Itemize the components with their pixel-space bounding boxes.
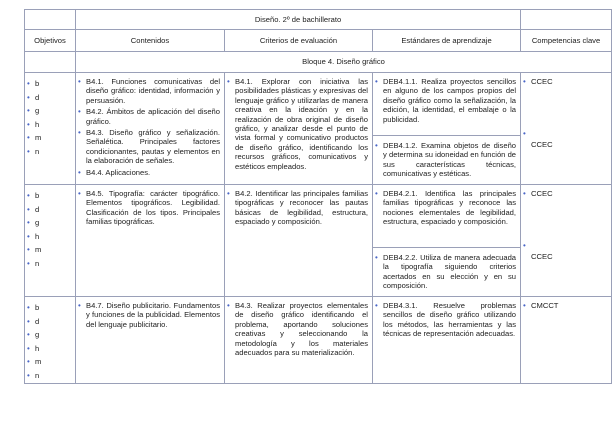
objetivo-item: • n (25, 369, 75, 383)
contenido-item: • B4.5. Tipografía: carácter tipográfico. Elementos tipográficos. Legibilidad. Clasificación de los tipos. Principales familias tipográficas. (76, 189, 224, 227)
objetivo-item: • d (25, 91, 75, 105)
header-estandares: Estándares de aprendizaje (373, 30, 521, 52)
criterio-item: • B4.1. Explorar con iniciativa las posibilidades plásticas y expresivas del lenguaje gráfico y utilizarlas de manera creativa en la ideación y en la realización de obra original de diseño gráfico, y analizar desde el punto de vista formal y comunicativo productos de diseño gráfico, identificando los recursos gráficos, comunicativos y estéticos empleados. (225, 77, 372, 171)
competencia-item: • CCEC (521, 129, 611, 149)
curriculum-table (24, 9, 612, 384)
competencias-cell (521, 185, 612, 297)
contenido-item: • B4.1. Funciones comunicativas del diseño gráfico: identidad, información y persuasión. (76, 77, 224, 105)
objetivo-item: • m (25, 355, 75, 369)
header-objetivos: Objetivos (25, 30, 76, 52)
objetivo-item: • d (25, 315, 75, 329)
table-row (25, 185, 612, 297)
objetivo-item: • d (25, 203, 75, 217)
criterios-cell (225, 297, 373, 384)
objetivo-item: • h (25, 230, 75, 244)
competencias-cell (521, 73, 612, 185)
contenido-item: • B4.4. Aplicaciones. (76, 168, 224, 177)
objetivo-item: • g (25, 216, 75, 230)
estandar-item: • DEB4.1.2. Examina objetos de diseño y determina su idoneidad en función de sus características técnicas, comunicativas y estéticas. (373, 141, 520, 179)
objetivos-cell (25, 297, 76, 384)
contenido-item: • B4.3. Diseño gráfico y señalización. Señalética. Principales factores condicionantes, pautas y elementos en la elaboración de señales. (76, 128, 224, 166)
contenidos-cell (76, 185, 225, 297)
competencia-item: • CCEC (521, 77, 611, 129)
competencia-item: • CMCCT (521, 301, 611, 310)
criterio-item: • B4.2. Identificar las principales familias tipográficas y reconocer las pautas básicas de legibilidad, estructura, espaciado y composición. (225, 189, 372, 227)
contenido-item: • B4.2. Ámbitos de aplicación del diseño gráfico. (76, 107, 224, 126)
objetivos-cell (25, 73, 76, 185)
objetivo-item: • h (25, 118, 75, 132)
contenido-item: • B4.7. Diseño publicitario. Fundamentos y funciones de la publicidad. Elementos del lenguaje publicitario. (76, 301, 224, 329)
contenidos-cell (76, 73, 225, 185)
competencia-item: • CCEC (521, 189, 611, 241)
objetivo-item: • b (25, 301, 75, 315)
estandares-cell (373, 73, 521, 185)
estandar-item: • DEB4.2.1. Identifica las principales familias tipográficas y reconoce las nociones elementales de legibilidad, estructura, espaciado y composición. (373, 189, 520, 227)
objetivo-item: • m (25, 243, 75, 257)
criterios-cell (225, 185, 373, 297)
objetivo-item: • n (25, 145, 75, 159)
objetivo-item: • b (25, 189, 75, 203)
objetivo-item: • n (25, 257, 75, 271)
objetivo-item: • g (25, 104, 75, 118)
competencia-item: • CCEC (521, 241, 611, 261)
table-row (25, 297, 612, 384)
table-row (25, 73, 612, 185)
table-title: Diseño. 2º de bachillerato (76, 10, 521, 30)
header-competencias: Competencias clave (521, 30, 612, 52)
objetivo-item: • g (25, 328, 75, 342)
estandares-cell (373, 297, 521, 384)
criterio-item: • B4.3. Realizar proyectos elementales de diseño gráfico identificando el problema, aportando soluciones creativas y seleccionando la metodología y los materiales adecuados para su materialización. (225, 301, 372, 357)
header-criterios: Criterios de evaluación (225, 30, 373, 52)
competencias-cell (521, 297, 612, 384)
objetivos-cell (25, 185, 76, 297)
criterios-cell (225, 73, 373, 185)
estandar-item: • DEB4.2.2. Utiliza de manera adecuada la tipografía siguiendo criterios acertados en su elección y en su composición. (373, 253, 520, 291)
block-title: Bloque 4. Diseño gráfico (76, 52, 612, 73)
estandar-item: • DEB4.3.1. Resuelve problemas sencillos de diseño gráfico utilizando los métodos, las herramientas y las técnicas de representación adecuadas. (373, 301, 520, 339)
objetivo-item: • h (25, 342, 75, 356)
estandares-cell (373, 185, 521, 297)
objetivo-item: • b (25, 77, 75, 91)
contenidos-cell (76, 297, 225, 384)
estandar-item: • DEB4.1.1. Realiza proyectos sencillos en alguno de los campos propios del diseño gráfico como la señalización, la edición, la identidad, el embalaje o la publicidad. (373, 77, 520, 124)
objetivo-item: • m (25, 131, 75, 145)
header-contenidos: Contenidos (76, 30, 225, 52)
